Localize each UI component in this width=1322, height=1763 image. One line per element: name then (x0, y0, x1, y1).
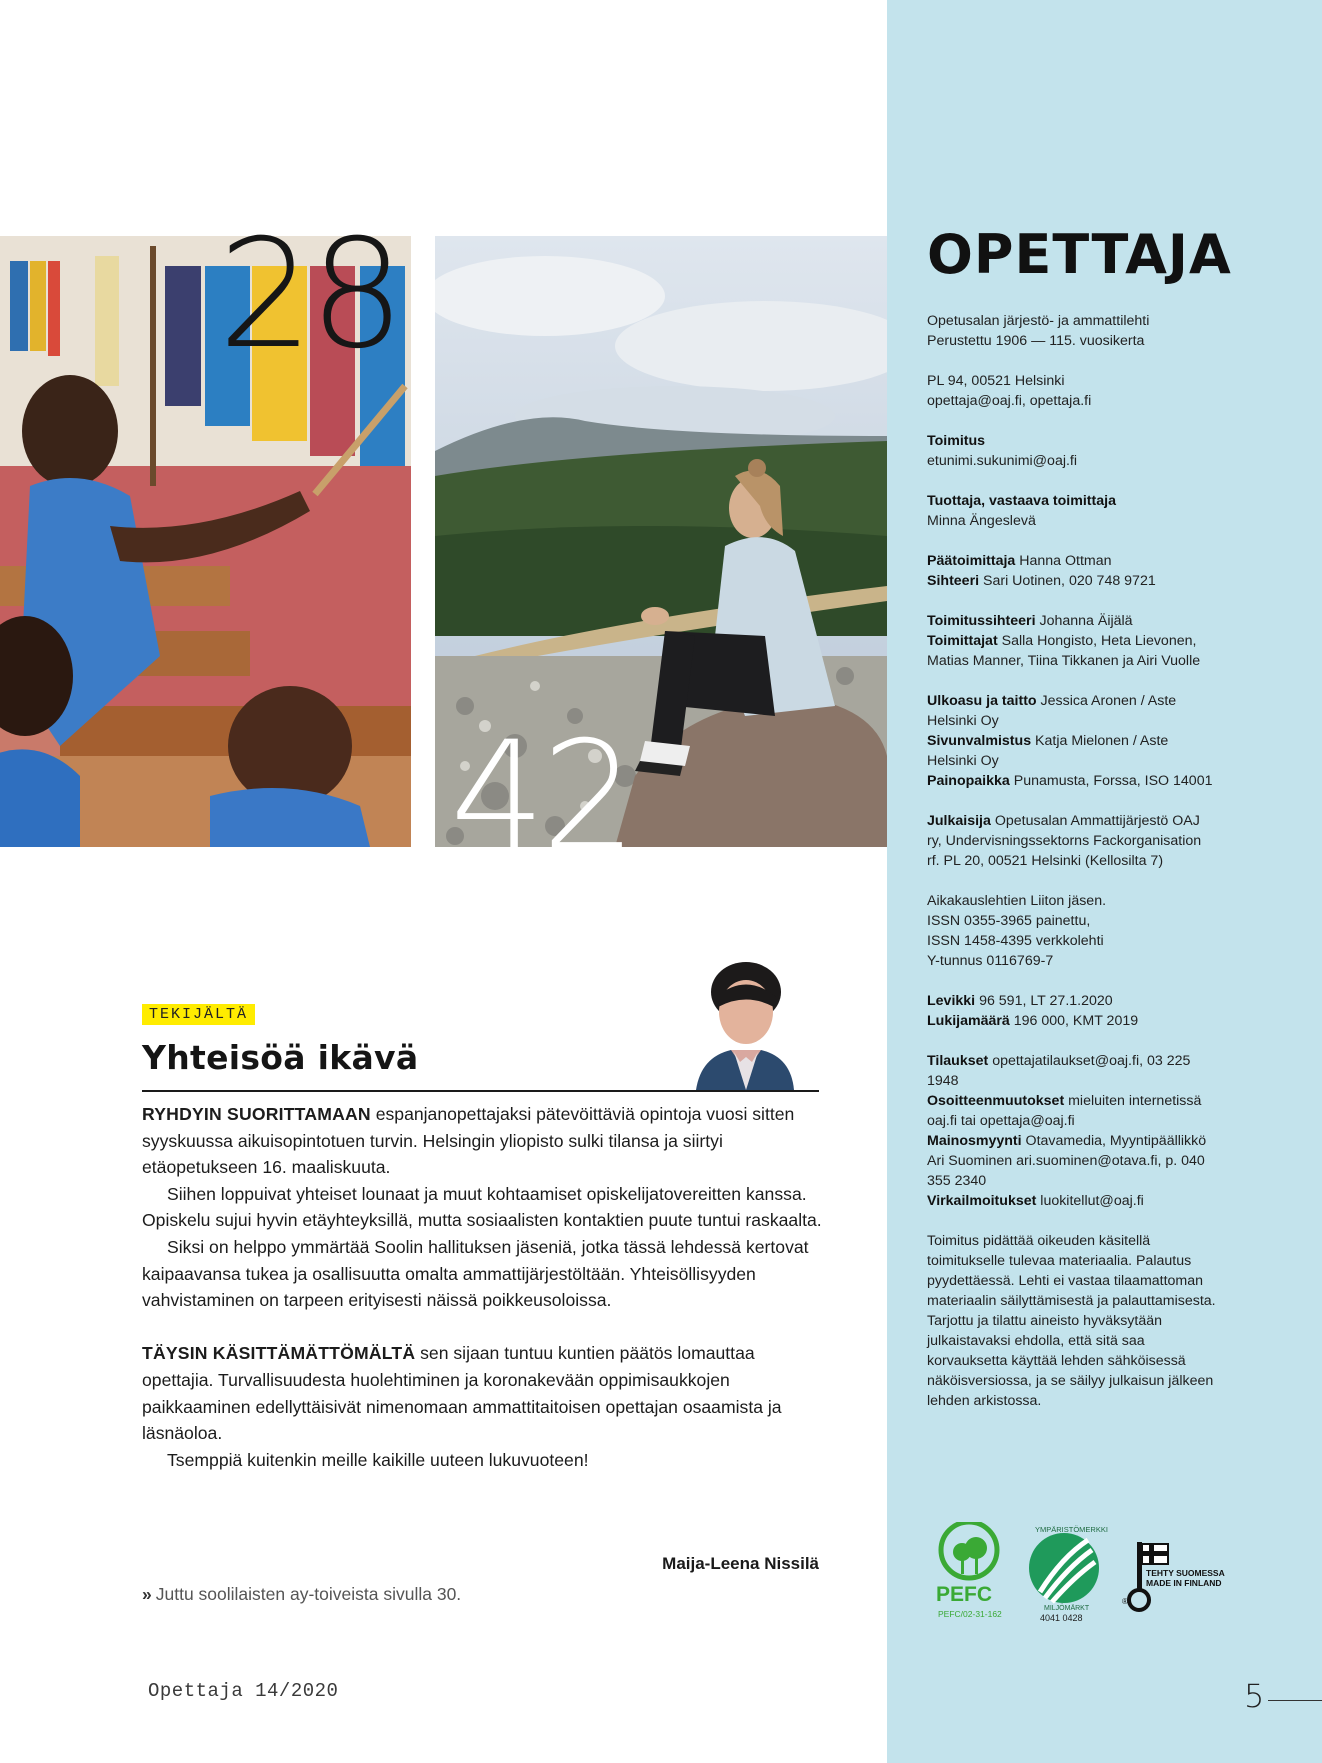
section-tag: TEKIJÄLTÄ (142, 1004, 255, 1025)
julkaisija-label: Julkaisija (927, 813, 991, 829)
ecolabel-icon (1029, 1525, 1108, 1622)
colophon-editors (927, 611, 1217, 671)
key-line-2: MADE IN FINLAND (1146, 1578, 1222, 1588)
paragraph-4-text: sen sijaan tuntuu kuntien päätös lomauttaa opettajia. Turvallisuudesta huolehtiminen ja koronakevään oppimisaukkojen paikkaaminen edellyttäisivät nimenomaan ammattitaitoisen opettajan osaamista ja läsnäoloa. (142, 1343, 782, 1444)
ecolabel-code: 4041 0428 (1040, 1613, 1083, 1622)
paragraph-1-text: espanjanopettajaksi pätevöittäviä opintoja vuosi sitten syyskuussa aikuisopintotuen turvin. Helsingin yliopisto sulki tilansa ja siirtyi etäopetukseen 16. maaliskuuta. (142, 1104, 795, 1178)
ecolabel-top: YMPÄRISTÖMERKKI (1035, 1525, 1108, 1534)
tilaukset-value[interactable]: opettajatilaukset@oaj.fi, 03 225 1948 (927, 1053, 1191, 1089)
liitto-line-2: ISSN 0355-3965 painettu, (927, 913, 1091, 929)
page-number: 5 (1244, 1677, 1265, 1715)
liitto-line-3: ISSN 1458-4395 verkkolehti (927, 933, 1104, 949)
tuottaja-label: Tuottaja, vastaava toimittaja (927, 493, 1116, 509)
levikki-value: 96 591, LT 27.1.2020 (975, 993, 1113, 1009)
tuottaja-name: Minna Ängeslevä (927, 513, 1036, 529)
article-teaser[interactable] (142, 1584, 461, 1605)
paragraph-1-lead: RYHDYIN SUORITTAMAAN (142, 1104, 371, 1124)
colophon-disclaimer: Toimitus pidättää oikeuden käsitellä toimitukselle tulevaa materiaalia. Palautus pyydettäessä. Lehti ei vastaa tilaamattoman materiaalin säilyttämisestä ja palauttamisesta. Tarjottu ja tilattu aineisto hyväksytään julkaistavaksi ehdolla, että sitä saa korvauksetta käyttää lehden sähköisessä näköisversiossa, ja se säilyy julkaisun jälkeen lehden arkistossa. (927, 1233, 1216, 1409)
certification-logos (932, 1522, 1232, 1622)
paragraph-2: Siihen loppuivat yhteiset lounaat ja muut kohtaamiset opiskelijatovereitten kanssa. Opiskelu sujui hyvin etäyhteyksillä, mutta sosiaalisten kontaktien puute tuntui raskaalta. (142, 1183, 822, 1231)
lukijamaara-value: 196 000, KMT 2019 (1009, 1013, 1139, 1029)
key-flag-icon (1122, 1542, 1225, 1610)
key-reg: ® (1122, 1597, 1128, 1606)
colophon (927, 311, 1217, 1431)
magazine-masthead: OPETTAJA (927, 223, 1232, 286)
toimittajat-names: Salla Hongisto, Heta Lievonen, Matias Manner, Tiina Tikkanen ja Airi Vuolle (927, 633, 1201, 669)
address-line-2[interactable]: opettaja@oaj.fi, opettaja.fi (927, 393, 1092, 409)
ulkoasu-label: Ulkoasu ja taitto (927, 693, 1037, 709)
osoitteenmuutokset-value[interactable]: mieluiten internetissä oaj.fi tai opettaja@oaj.fi (927, 1093, 1202, 1129)
pefc-code: PEFC/02-31-162 (938, 1609, 1002, 1619)
page-number-rule (1268, 1700, 1322, 1701)
colophon-publisher (927, 811, 1217, 871)
sihteeri-name: Sari Uotinen, 020 748 9721 (979, 573, 1156, 589)
toimitussihteeri-name: Johanna Äijälä (1035, 613, 1133, 629)
colophon-layout (927, 691, 1217, 791)
teaser-text[interactable]: Juttu soolilaisten ay-toiveista sivulla 30. (155, 1584, 462, 1604)
lukijamaara-label: Lukijamäärä (927, 1013, 1010, 1029)
paragraph-5: Tsemppiä kuitenkin meille kaikille uuteen lukuvuoteen! (167, 1449, 589, 1470)
pefc-name: PEFC (936, 1583, 993, 1606)
virkailmoitukset-label: Virkailmoitukset (927, 1193, 1037, 1209)
virkailmoitukset-value[interactable]: luokitellut@oaj.fi (1036, 1193, 1144, 1209)
paragraph-3: Siksi on helppo ymmärtää Soolin hallituksen jäseniä, jotka tässä lehdessä kertovat kaipaavansa tukea ja osallisuutta omalta ammattijärjestöltään. Yhteisöllisyyden vahvistaminen on tarpeen erityisesti näissä poikkeusoloissa. (142, 1236, 809, 1311)
toimitus-label: Toimitus (927, 433, 986, 449)
colophon-circulation (927, 991, 1217, 1031)
painopaikka-label: Painopaikka (927, 773, 1010, 789)
intro-line-2: Perustettu 1906 — 115. vuosikerta (927, 333, 1145, 349)
toimitussihteeri-label: Toimitussihteeri (927, 613, 1036, 629)
toimittajat-label: Toimittajat (927, 633, 998, 649)
ulkoasu-name: Jessica Aronen / Aste Helsinki Oy (927, 693, 1177, 729)
editorial-body (142, 1101, 822, 1473)
sivunvalmistus-label: Sivunvalmistus (927, 733, 1032, 749)
pefc-logo-icon (936, 1522, 1002, 1619)
colophon-tuottaja (927, 491, 1217, 531)
julkaisija-name: Opetusalan Ammattijärjestö OAJ ry, Undervisningssektorns Fackorganisation rf. PL 20, 00521 Helsinki (Kellosilta 7) (927, 813, 1202, 869)
levikki-label: Levikki (927, 993, 976, 1009)
liitto-line-1: Aikakauslehtien Liiton jäsen. (927, 893, 1107, 909)
paragraph-4-lead: TÄYSIN KÄSITTÄMÄTTÖMÄLTÄ (142, 1343, 416, 1364)
teaser-arrow-icon: » (142, 1584, 152, 1604)
paragraph-4 (142, 1340, 822, 1446)
issue-label: Opettaja 14/2020 (148, 1680, 339, 1702)
colophon-intro (927, 311, 1217, 351)
author-portrait (686, 962, 800, 1090)
paragraph-1 (142, 1101, 822, 1181)
colophon-address (927, 371, 1217, 411)
sihteeri-label: Sihteeri (927, 573, 980, 589)
colophon-chief-editor (927, 551, 1217, 591)
mainosmyynti-value[interactable]: Otavamedia, Myyntipäällikkö Ari Suominen ari.suominen@otava.fi, p. 040 355 2340 (927, 1133, 1207, 1189)
ecolabel-bottom: MILJÖMÄRKT (1044, 1605, 1090, 1612)
address-line-1: PL 94, 00521 Helsinki (927, 373, 1065, 389)
osoitteenmuutokset-label: Osoitteenmuutokset (927, 1093, 1065, 1109)
headline-rule (142, 1090, 819, 1092)
page-ref-28[interactable]: 28 (218, 208, 401, 382)
colophon-contacts (927, 1051, 1217, 1211)
colophon-membership (927, 891, 1217, 971)
editorial-headline: Yhteisöä ikävä (142, 1038, 419, 1077)
sivunvalmistus-name: Katja Mielonen / Aste Helsinki Oy (927, 733, 1169, 769)
intro-line-1: Opetusalan järjestö- ja ammattilehti (927, 313, 1150, 329)
colophon-toimitus (927, 431, 1217, 471)
toimitus-email[interactable]: etunimi.sukunimi@oaj.fi (927, 453, 1078, 469)
tilaukset-label: Tilaukset (927, 1053, 989, 1069)
page-ref-42[interactable]: 42 (450, 722, 633, 847)
paatoimittaja-label: Päätoimittaja (927, 553, 1016, 569)
liitto-line-4: Y-tunnus 0116769-7 (927, 953, 1054, 969)
key-line-1: TEHTY SUOMESSA (1146, 1568, 1225, 1578)
painopaikka-name: Punamusta, Forssa, ISO 14001 (1009, 773, 1213, 789)
paatoimittaja-name: Hanna Ottman (1015, 553, 1112, 569)
mainosmyynti-label: Mainosmyynti (927, 1133, 1022, 1149)
author-signature: Maija-Leena Nissilä (662, 1554, 819, 1573)
